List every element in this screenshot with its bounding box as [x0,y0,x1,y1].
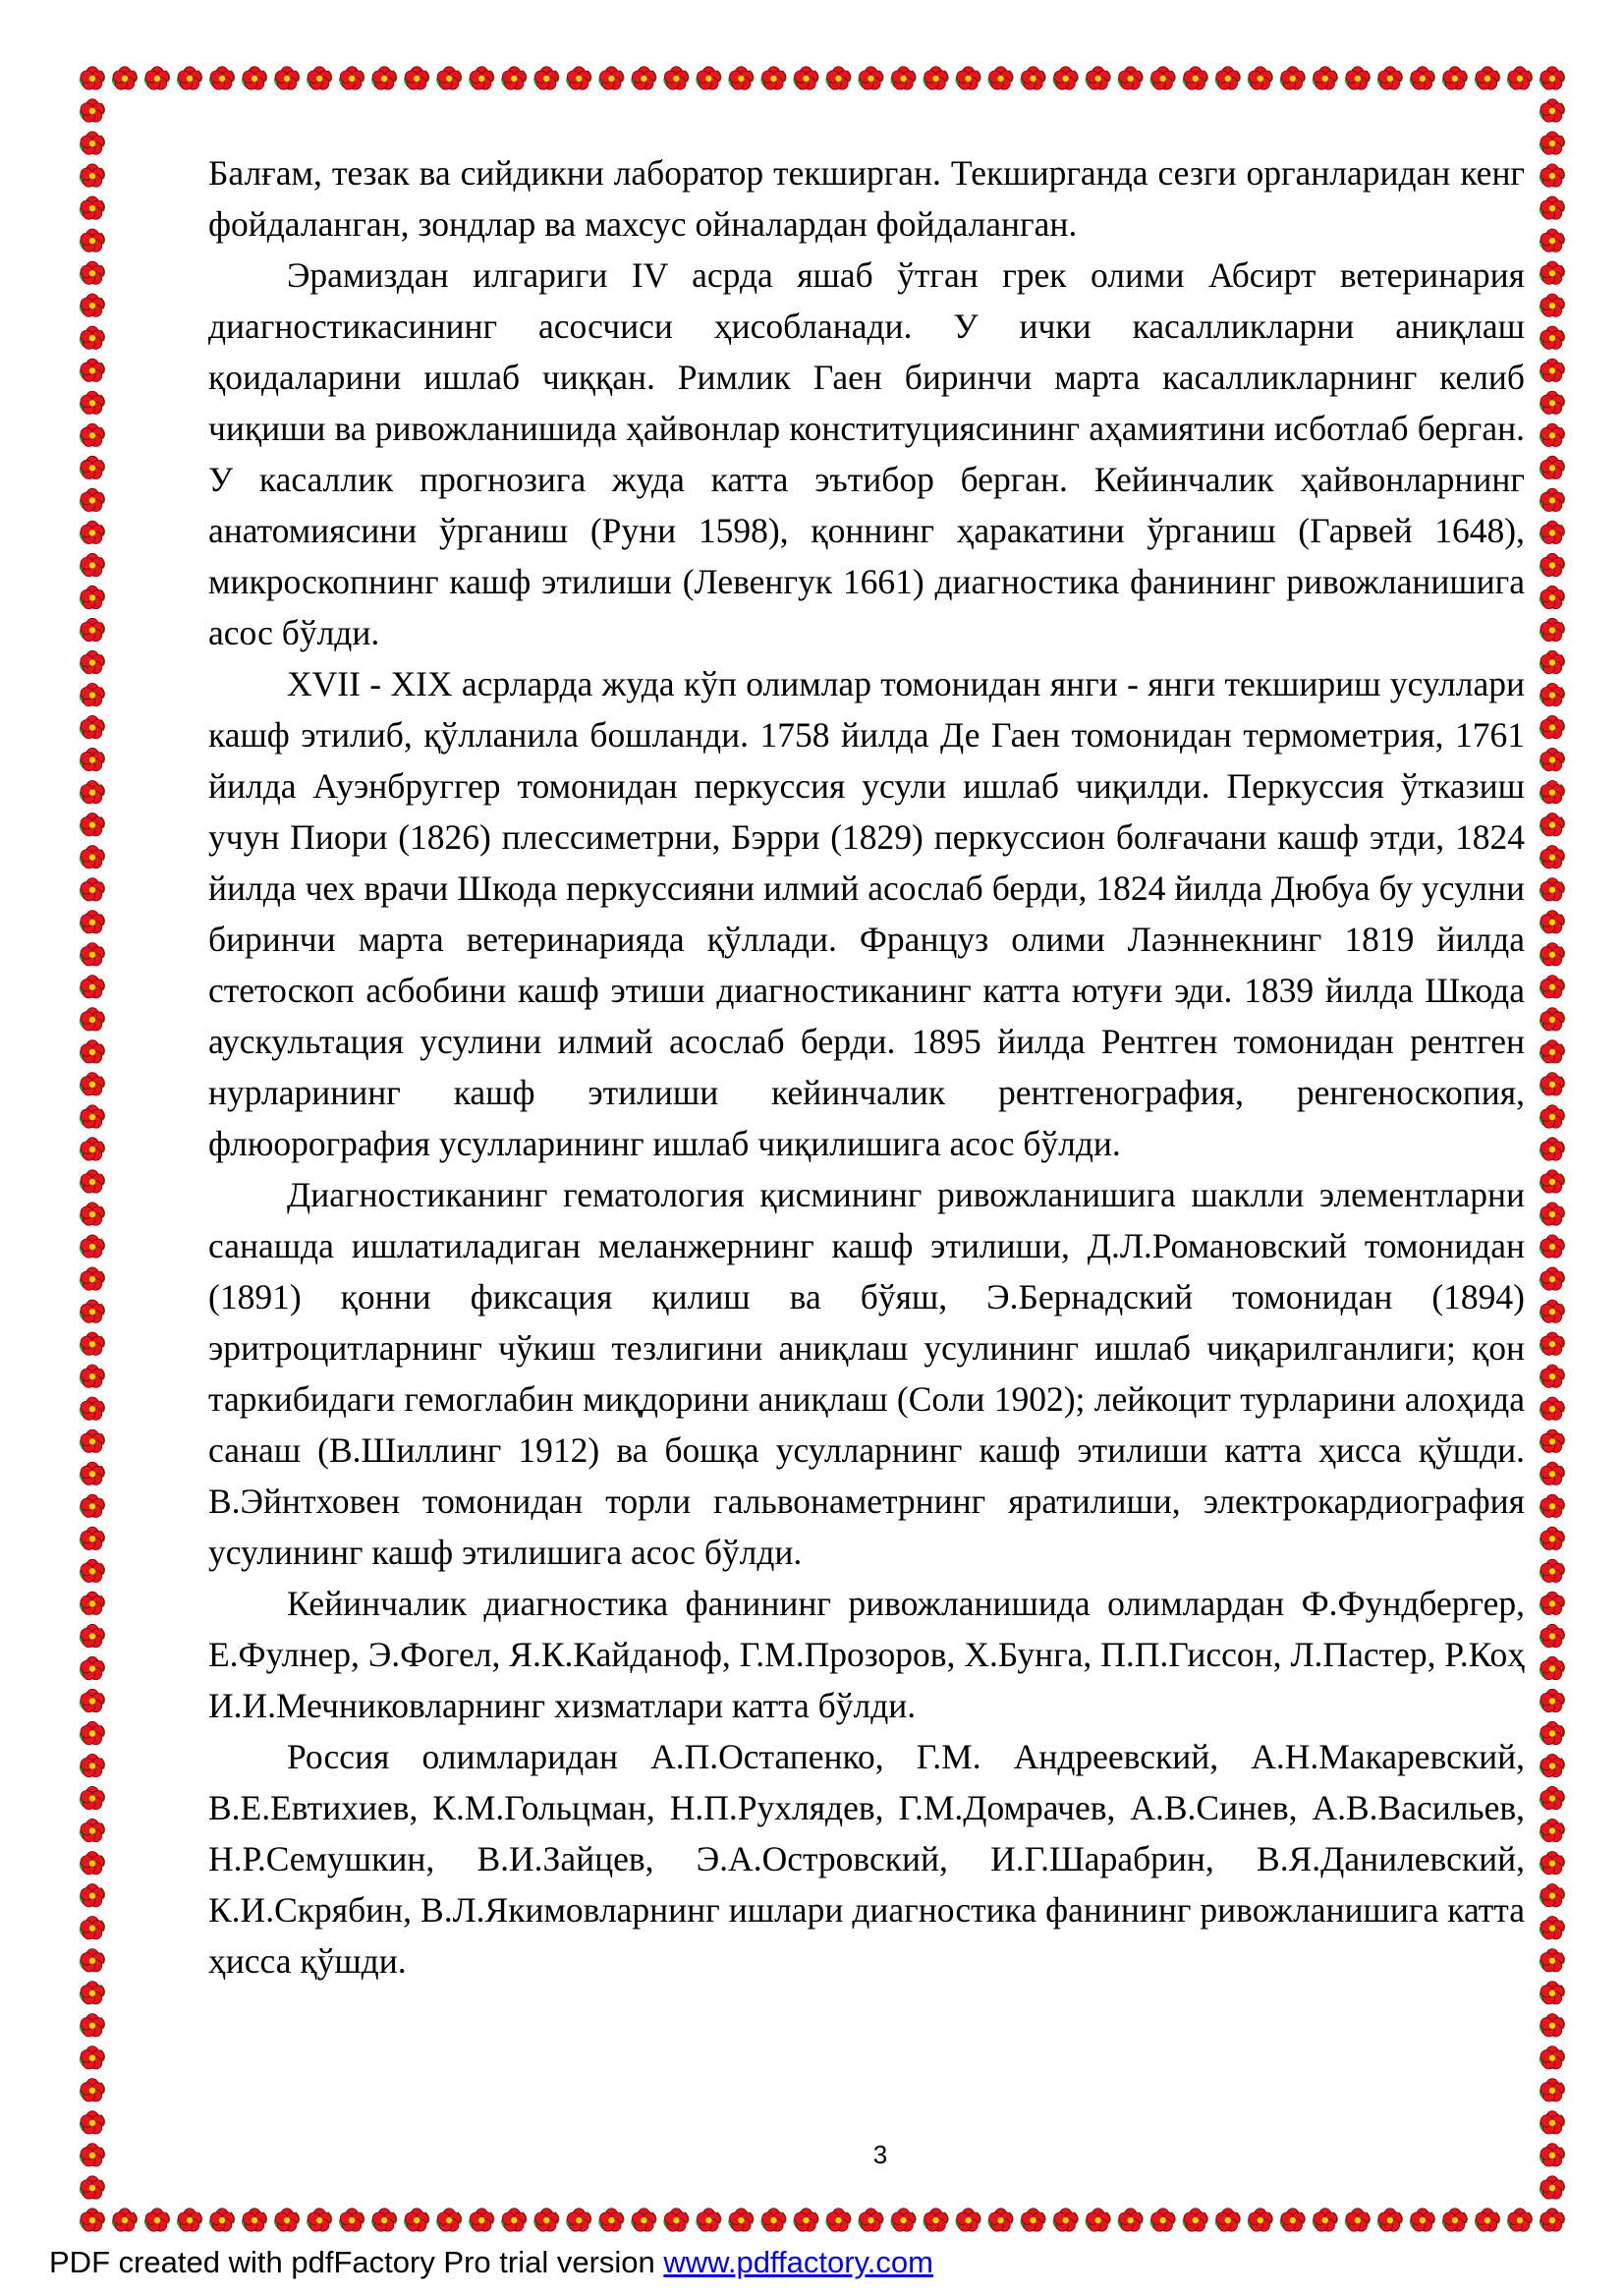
red-flower-icon [80,261,105,284]
red-flower-icon [1540,1203,1565,1225]
red-flower-icon [469,2209,494,2231]
red-flower-icon [80,1917,105,1939]
red-flower-icon [339,2209,364,2231]
red-flower-icon [1248,67,1273,89]
paragraph-4: Диагностиканинг гематология қисмининг ривожланишига шаклли элементларни санашда ишлатиладиган меланжернинг кашф этилиши, Д.Л.Романовский томонидан (1891) қонни фиксация қилиш ва бўяш, Э.Бернадский томонидан (1894) эритроцитларнинг чўкиш тезлигини аниқлаш усулининг ишлаб чиқарилганлиги; қон таркибидаги гемоглабин миқдорини аниқлаш (Соли 1902); лейкоцит турларини алоҳида санаш (В.Шиллинг 1912) ва бошқа усулларнинг кашф этилиши катта ҳисса қўшди. В.Эйнтховен томонидан торли гальвонаметрнинг яратилиши, электрокардиография усулининг кашф этилишига асос бўлди. [208,1175,1525,1572]
red-flower-icon [339,67,364,89]
paragraph-5: Кейинчалик диагностика фанининг ривожланишида олимлардан Ф.Фундбергер, Е.Фулнер, Э.Фогел, Я.К.Кайданоф, Г.М.Прозоров, Х.Бунга, П.П.Гиссон, Л.Пастер, Р.Коҳ И.И.Мечниковларнинг хизматлари катта бўлди. [208,1584,1525,1725]
red-flower-icon [1540,1462,1565,1484]
red-flower-icon [1410,67,1435,89]
red-flower-icon [1540,423,1565,446]
red-flower-icon [1507,67,1533,89]
red-flower-icon [1540,359,1565,381]
red-flower-icon [501,2209,527,2231]
red-flower-icon [80,1884,105,1907]
red-flower-icon [80,2144,105,2166]
footer-text: PDF created with pdfFactory Pro trial version [49,2245,664,2279]
red-flower-icon [80,650,105,673]
red-flower-icon [1540,1527,1565,1549]
red-flower-icon [1540,586,1565,608]
red-flower-icon [1150,2209,1176,2231]
red-flower-icon [80,196,105,219]
red-flower-icon [793,2209,818,2231]
red-flower-icon [533,67,559,89]
red-flower-icon [1540,1300,1565,1322]
red-flower-icon [1021,2209,1046,2231]
red-flower-icon [404,2209,429,2231]
red-flower-icon [1540,1235,1565,1258]
red-flower-icon [80,1852,105,1875]
red-flower-icon [80,1138,105,1160]
red-flower-icon [80,813,105,836]
page-number: 3 [872,2140,888,2169]
red-flower-icon [80,553,105,576]
red-flower-icon [80,1721,105,1744]
red-flower-icon [1053,67,1079,89]
red-flower-icon [1183,67,1208,89]
red-flower-icon [760,2209,786,2231]
red-flower-icon [80,2111,105,2134]
red-flower-icon [80,359,105,381]
red-flower-icon [891,2209,917,2231]
red-flower-icon [1540,488,1565,511]
red-flower-icon [598,2209,624,2231]
red-flower-icon [1540,1494,1565,1517]
red-flower-icon [1442,67,1468,89]
red-flower-icon [1540,294,1565,316]
red-flower-icon [80,1656,105,1679]
red-flower-icon [663,2209,689,2231]
red-flower-icon [112,2209,138,2231]
red-flower-icon [80,748,105,770]
red-flower-icon [1540,1982,1565,2004]
red-flower-icon [80,67,105,89]
red-flower-icon [1377,67,1403,89]
red-flower-icon [1540,1105,1565,1128]
red-flower-icon [80,911,105,933]
red-flower-icon [80,1429,105,1452]
red-flower-icon [1540,1138,1565,1160]
red-flower-icon [1150,67,1176,89]
red-flower-icon [177,2209,202,2231]
red-flower-icon [1540,1819,1565,1841]
red-flower-icon [1540,2111,1565,2134]
red-flower-icon [1118,67,1144,89]
red-flower-icon [307,67,332,89]
red-flower-icon [80,1203,105,1225]
red-flower-icon [1540,164,1565,187]
red-flower-icon [112,67,138,89]
red-flower-icon [858,67,883,89]
red-flower-icon [80,1365,105,1387]
red-flower-icon [1540,2014,1565,2037]
paragraph-2: Эрамиздан илгариги IV асрда яшаб ўтган грек олими Абсирт ветеринария диагностикасининг асосчиси ҳисобланади. У ички касалликларни аниқлаш қоидаларини ишлаб чиққан. Римлик Гаен биринчи марта касалликларнинг келиб чиқиши ва ривожланишида ҳайвонлар конституциясининг аҳамиятини исботлаб берган. У касаллик прогнозига жуда катта эътибор берган. Кейинчалик ҳайвонларнинг анатомиясини ўрганиш (Руни 1598), қоннинг ҳаракатини ўрганиш (Гарвей 1648), микроскопнинг кашф этилиши (Левенгук 1661) диагностика фанининг ривожланишига асос бўлди. [208,255,1525,652]
red-flower-icon [1540,1721,1565,1744]
red-flower-icon [1540,715,1565,738]
paragraph-1: Балғам, тезак ва сийдикни лаборатор текширган. Текширганда сезги органларидан кенг фойдаланган, зондлар ва махсус ойналардан фойдаланган. [208,153,1525,244]
red-flower-icon [1215,2209,1241,2231]
red-flower-icon [242,67,267,89]
red-flower-icon [533,2209,559,2231]
red-flower-icon [566,67,591,89]
red-flower-icon [793,67,818,89]
red-flower-icon [436,2209,462,2231]
red-flower-icon [80,586,105,608]
red-flower-icon [1540,1656,1565,1679]
red-flower-icon [80,2209,105,2231]
red-flower-icon [1345,2209,1371,2231]
red-flower-icon [1540,781,1565,804]
red-flower-icon [1540,1267,1565,1290]
red-flower-icon [80,683,105,705]
paragraph-6: Россия олимларидан А.П.Остапенко, Г.М. Андреевский, А.Н.Макаревский, В.Е.Евтихиев, К.М.Гольцман, Н.П.Рухлядев, Г.М.Домрачев, А.В.Синев, А.В.Васильев, Н.Р.Семушкин, В.И.Зайцев, Э.А.Островский, И.Г.Шарабрин, В.Я.Данилевский, К.И.Скрябин, В.Л.Якимовларнинг ишлари диагностика фанининг ривожланишига катта ҳисса қўшди. [208,1737,1525,1981]
red-flower-icon [1540,1429,1565,1452]
red-flower-icon [80,1527,105,1549]
red-flower-icon [1540,521,1565,543]
red-flower-icon [501,67,527,89]
red-flower-icon [663,67,689,89]
red-flower-icon [1345,67,1371,89]
red-flower-icon [80,1105,105,1128]
red-flower-icon [631,2209,656,2231]
red-flower-icon [80,1982,105,2004]
red-flower-icon [1540,1332,1565,1355]
red-flower-icon [404,67,429,89]
red-flower-icon [80,423,105,446]
red-flower-icon [80,99,105,122]
pdffactory-link[interactable]: www.pdffactory.com [663,2245,933,2279]
red-flower-icon [209,67,235,89]
red-flower-icon [956,67,981,89]
red-flower-icon [80,1949,105,1972]
red-flower-icon [1475,67,1500,89]
red-flower-icon [469,67,494,89]
red-flower-icon [1540,878,1565,901]
red-flower-icon [80,1559,105,1582]
red-flower-icon [728,2209,754,2231]
red-flower-icon [80,976,105,998]
red-flower-icon [1540,1624,1565,1647]
red-flower-icon [80,1462,105,1484]
red-flower-icon [80,1592,105,1614]
document-body [208,147,1525,2122]
red-flower-icon [209,2209,235,2231]
red-flower-icon [144,2209,170,2231]
red-flower-icon [1540,683,1565,705]
red-flower-icon [1540,1073,1565,1095]
red-flower-icon [80,846,105,868]
red-flower-icon [80,878,105,901]
red-flower-icon [1021,67,1046,89]
red-flower-icon [988,2209,1014,2231]
red-flower-icon [696,67,721,89]
red-flower-icon [1118,2209,1144,2231]
paragraph-3: XVII - XIX асрларда жуда кўп олимлар томонидан янги - янги текшириш усуллари кашф этилиб, қўлланила бошланди. 1758 йилда Де Гаен томонидан термометрия, 1761 йилда Ауэнбруггер томонидан перкуссия усули ишлаб чиқилди. Перкуссия ўтказиш учун Пиори (1826) плессиметрни, Бэрри (1829) перкуссион болғачани кашф этди, 1824 йилда чех врачи Шкода перкуссияни илмий асослаб берди, 1824 йилда Дюбуа бу усулни биринчи марта ветеринарияда қўллади. Француз олими Лаэннекнинг 1819 йилда стетоскоп асбобини кашф этиши диагностиканинг катта ютуғи эди. 1839 йилда Шкода аускультация усулини илмий асослаб берди. 1895 йилда Рентген томонидан рентген нурларининг кашф этилиши кейинчалик рентгенография, ренгеноскопия, флюорография усулларининг ишлаб чиқилишига асос бўлди. [208,664,1525,1163]
red-flower-icon [1540,618,1565,641]
red-flower-icon [1540,1917,1565,1939]
red-flower-icon [825,67,851,89]
red-flower-icon [1540,391,1565,414]
red-flower-icon [891,67,917,89]
red-flower-icon [1280,2209,1306,2231]
red-flower-icon [1540,2176,1565,2199]
red-flower-icon [80,943,105,966]
red-flower-icon [858,2209,883,2231]
red-flower-icon [80,521,105,543]
red-flower-icon [1540,1852,1565,1875]
red-flower-icon [1086,2209,1111,2231]
red-flower-icon [80,488,105,511]
red-flower-icon [80,1040,105,1063]
red-flower-icon [1540,1592,1565,1614]
red-flower-icon [1540,650,1565,673]
red-flower-icon [1410,2209,1435,2231]
red-flower-icon [1540,813,1565,836]
red-flower-icon [924,67,949,89]
red-flower-icon [80,1267,105,1290]
red-flower-icon [598,67,624,89]
red-flower-icon [307,2209,332,2231]
red-flower-icon [1540,1008,1565,1031]
red-flower-icon [80,2014,105,2037]
red-flower-icon [1540,846,1565,868]
red-flower-icon [566,2209,591,2231]
red-flower-icon [728,67,754,89]
red-flower-icon [371,2209,397,2231]
red-flower-icon [1540,1040,1565,1063]
red-flower-icon [80,294,105,316]
red-flower-icon [924,2209,949,2231]
red-flower-icon [1540,1689,1565,1711]
red-flower-icon [1540,132,1565,154]
red-flower-icon [1540,67,1565,89]
red-flower-icon [1540,261,1565,284]
red-flower-icon [80,164,105,187]
red-flower-icon [80,781,105,804]
red-flower-icon [1540,229,1565,252]
red-flower-icon [1540,2209,1565,2231]
red-flower-icon [1540,196,1565,219]
red-flower-icon [1540,2144,1565,2166]
red-flower-icon [1540,1365,1565,1387]
red-flower-icon [80,1494,105,1517]
red-flower-icon [80,1332,105,1355]
red-flower-icon [1183,2209,1208,2231]
red-flower-icon [1540,911,1565,933]
red-flower-icon [274,67,300,89]
red-flower-icon [1475,2209,1500,2231]
red-flower-icon [988,67,1014,89]
red-flower-icon [80,2046,105,2069]
red-flower-icon [1540,1559,1565,1582]
red-flower-icon [80,1819,105,1841]
red-flower-icon [1540,976,1565,998]
red-flower-icon [80,1786,105,1809]
red-flower-icon [1540,1786,1565,1809]
red-flower-icon [760,67,786,89]
red-flower-icon [80,1008,105,1031]
red-flower-icon [1540,748,1565,770]
red-flower-icon [80,1754,105,1776]
red-flower-icon [1540,943,1565,966]
red-flower-icon [80,229,105,252]
red-flower-icon [80,391,105,414]
red-flower-icon [696,2209,721,2231]
pdf-creator-footer [49,2243,933,2282]
red-flower-icon [80,1073,105,1095]
red-flower-icon [80,326,105,349]
red-flower-icon [371,67,397,89]
red-flower-icon [177,67,202,89]
red-flower-icon [80,1624,105,1647]
red-flower-icon [80,2176,105,2199]
red-flower-icon [436,67,462,89]
red-flower-icon [1540,2046,1565,2069]
red-flower-icon [80,1397,105,1420]
red-flower-icon [80,618,105,641]
red-flower-icon [1377,2209,1403,2231]
red-flower-icon [1280,67,1306,89]
red-flower-icon [1086,67,1111,89]
red-flower-icon [80,1170,105,1193]
red-flower-icon [1540,553,1565,576]
red-flower-icon [1540,326,1565,349]
red-flower-icon [1540,1884,1565,1907]
red-flower-icon [80,456,105,478]
red-flower-icon [1053,2209,1079,2231]
red-flower-icon [80,132,105,154]
red-flower-icon [825,2209,851,2231]
red-flower-icon [1540,1170,1565,1193]
red-flower-icon [631,67,656,89]
red-flower-icon [1540,1949,1565,1972]
red-flower-icon [274,2209,300,2231]
red-flower-icon [1313,2209,1338,2231]
red-flower-icon [1540,2079,1565,2101]
red-flower-icon [80,715,105,738]
red-flower-icon [1215,67,1241,89]
red-flower-icon [1313,67,1338,89]
red-flower-icon [80,1689,105,1711]
red-flower-icon [80,2079,105,2101]
red-flower-icon [1442,2209,1468,2231]
red-flower-icon [144,67,170,89]
red-flower-icon [956,2209,981,2231]
red-flower-icon [80,1300,105,1322]
red-flower-icon [1507,2209,1533,2231]
red-flower-icon [1540,99,1565,122]
red-flower-icon [80,1235,105,1258]
red-flower-icon [1540,1397,1565,1420]
red-flower-icon [1248,2209,1273,2231]
red-flower-icon [242,2209,267,2231]
red-flower-icon [1540,1754,1565,1776]
red-flower-icon [1540,456,1565,478]
